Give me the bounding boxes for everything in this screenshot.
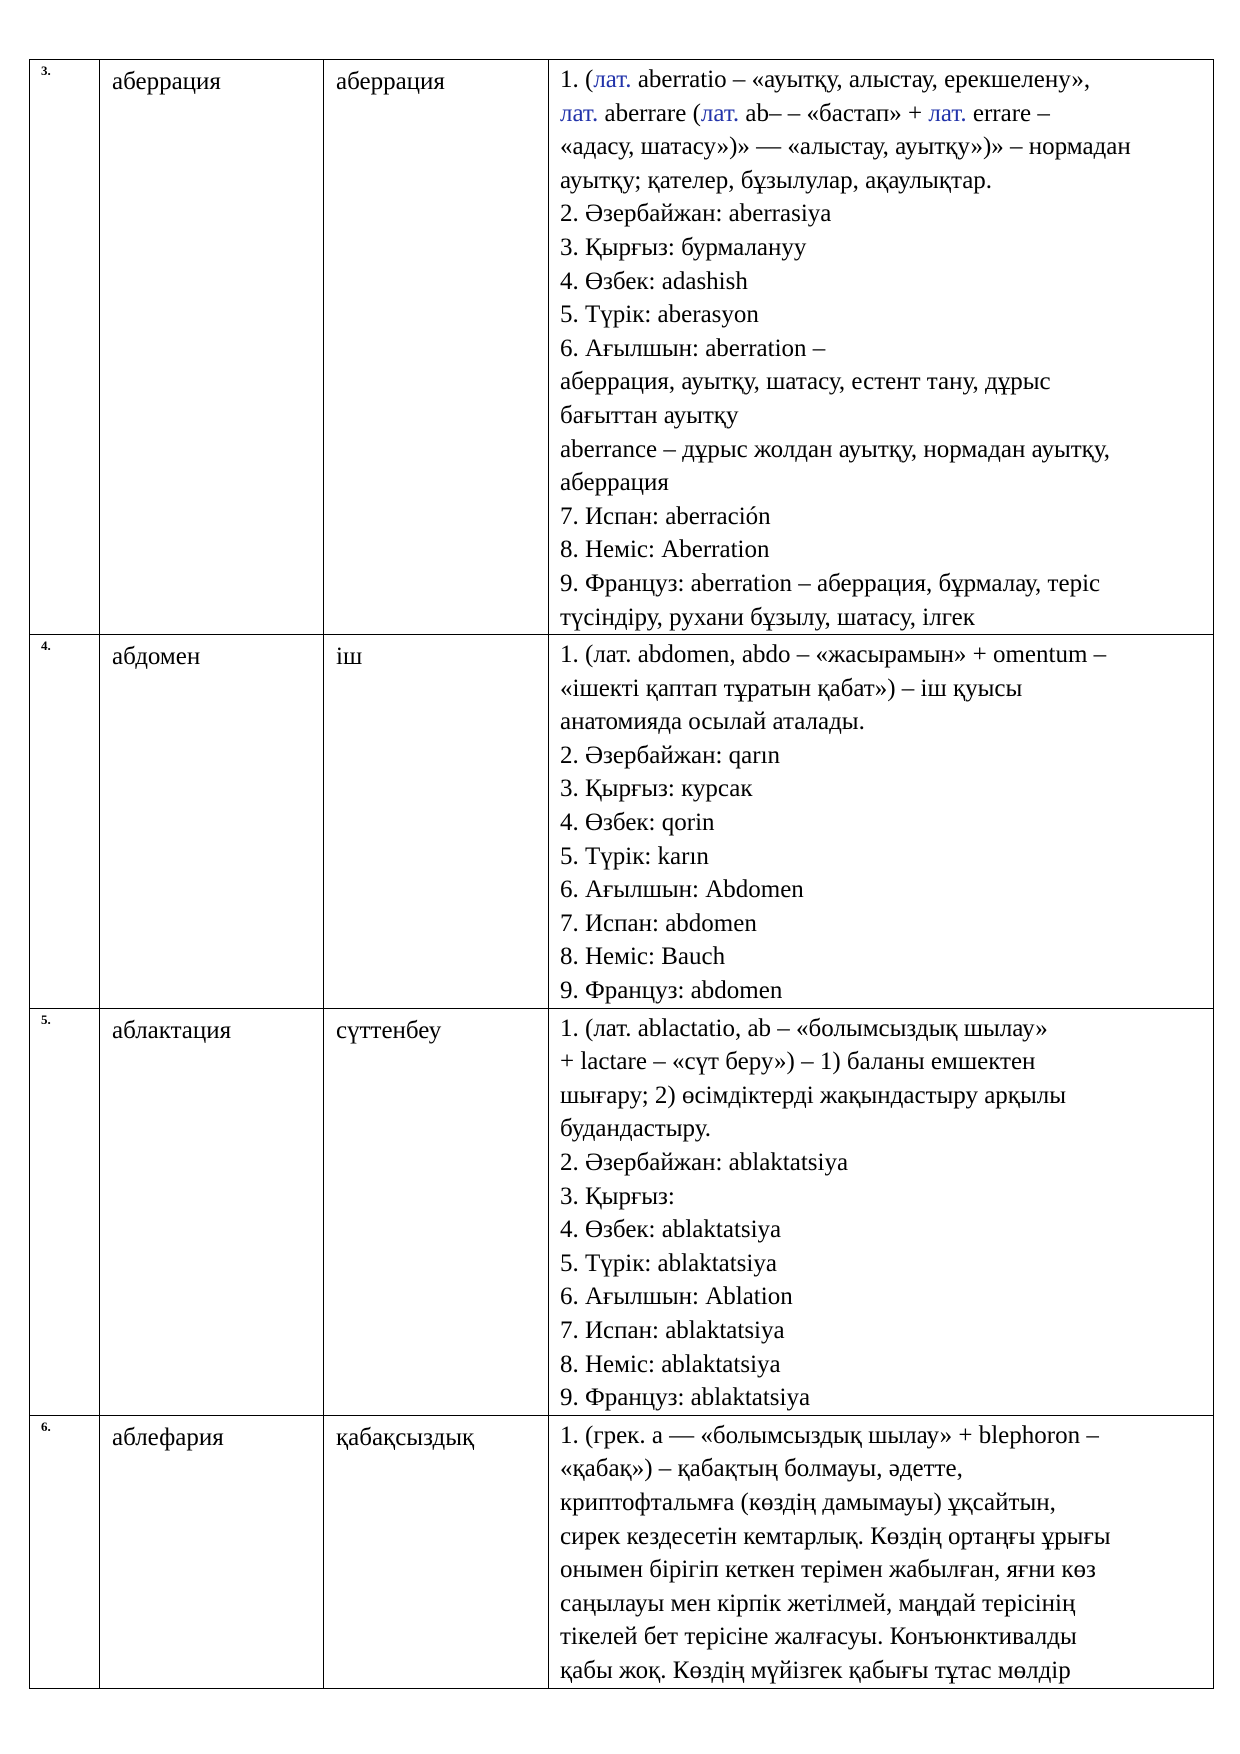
definition-line [560, 672, 1203, 706]
definition-line [560, 567, 1203, 601]
definition-text: ауытқу; қателер, бұзылулар, ақаулықтар. [560, 166, 993, 194]
entry-term: аблактация [100, 1008, 324, 1415]
definition-line [560, 974, 1203, 1008]
definition-line [560, 97, 1203, 131]
definition-line [560, 1654, 1203, 1688]
definition-line [560, 1587, 1203, 1621]
definition-text: 3. Қырғыз: курсак [560, 775, 753, 803]
definition-text: 6. Ағылшын: aberration – [560, 334, 826, 362]
definition-text: 5. Түрік: karın [560, 842, 709, 870]
entry-term: аберрация [100, 60, 324, 635]
definition-text: 6. Ағылшын: Ablation [560, 1283, 793, 1311]
definition-text: аберрация [560, 469, 669, 497]
definition-text: криптофтальмға (көздің дамымауы) ұқсайтын, [560, 1488, 1056, 1516]
definition-text: саңылауы мен кірпік жетілмей, маңдай терісінің [560, 1589, 1076, 1617]
definition-line [560, 332, 1203, 366]
definition-text: «адасу, шатасу»)» — «алыстау, ауытқу»)» – нормадан [560, 133, 1131, 161]
definition-text: errare – [966, 99, 1050, 127]
definition-text: онымен бірігіп кеткен терімен жабылған, яғни көз [560, 1556, 1096, 1584]
entry-number: 4. [30, 635, 100, 1009]
definition-text: aberrance – дұрыс жолдан ауытқу, нормадан ауытқу, [560, 435, 1111, 463]
definition-line [560, 772, 1203, 806]
definition-line [560, 739, 1203, 773]
entry-kazakh-equivalent: сүттенбеу [324, 1008, 549, 1415]
definition-text: aberrare ( [598, 99, 701, 127]
definition-line [560, 130, 1203, 164]
definition-text: анатомияда осылай аталады. [560, 708, 865, 736]
definition-line [560, 1419, 1203, 1453]
entry-kazakh-equivalent: қабақсыздық [324, 1415, 549, 1688]
definition-text: 1. (лат. ablactatio, ab – «болымсыздық шылау» [560, 1014, 1048, 1042]
definition-text: аберрация, ауытқу, шатасу, естент тану, дұрыс [560, 368, 1051, 396]
definition-text: 1. (грек. a — «болымсыздық шылау» + blephoron – [560, 1421, 1099, 1449]
definition-text: 5. Түрік: aberasyon [560, 301, 759, 329]
entry-definition [549, 1415, 1214, 1688]
language-abbrev: лат. [928, 99, 967, 127]
definition-line [560, 164, 1203, 198]
definition-text: + lactare – «сүт беру») – 1) баланы емшектен [560, 1048, 1036, 1076]
definition-line [560, 1045, 1203, 1079]
definition-line [560, 1452, 1203, 1486]
definition-text: 3. Қырғыз: [560, 1182, 675, 1210]
definition-line [560, 940, 1203, 974]
definition-text: бағыттан ауытқу [560, 401, 739, 429]
entry-row [30, 1008, 1214, 1415]
definition-line [560, 533, 1203, 567]
definition-text: aberratio – «ауытқу, алыстау, ерекшелену», [631, 66, 1091, 93]
definition-text: 8. Неміс: ablaktatsiya [560, 1350, 781, 1378]
definition-text: 7. Испан: aberración [560, 502, 771, 530]
definition-text: 2. Әзербайжан: qarın [560, 741, 781, 769]
entry-definition [549, 60, 1214, 635]
definition-text: 9. Француз: aberration – аберрация, бұрмалау, теріс [560, 569, 1101, 597]
definition-line [560, 1520, 1203, 1554]
definition-line [560, 601, 1203, 635]
definition-line [560, 873, 1203, 907]
definition-text: ab– – «бастап» + [739, 99, 929, 127]
definition-text: 1. ( [560, 66, 594, 93]
definition-line [560, 705, 1203, 739]
definition-line [560, 1012, 1203, 1046]
definition-line [560, 63, 1203, 97]
definition-text: тікелей бет терісіне жалғасуы. Конъюнктивалды [560, 1623, 1077, 1651]
definition-line [560, 1620, 1203, 1654]
definition-text: «қабақ») – қабақтың болмауы, әдетте, [560, 1455, 963, 1483]
definition-line [560, 399, 1203, 433]
entry-term: аблефария [100, 1415, 324, 1688]
entry-kazakh-equivalent: аберрация [324, 60, 549, 635]
definition-text: 2. Әзербайжан: aberrasiya [560, 200, 832, 228]
language-abbrev: лат. [700, 99, 740, 127]
entry-kazakh-equivalent: іш [324, 635, 549, 1009]
definition-text: 5. Түрік: ablaktatsiya [560, 1249, 777, 1277]
definition-text: 8. Неміс: Bauch [560, 943, 726, 971]
definition-text: 7. Испан: ablaktatsiya [560, 1316, 785, 1344]
definition-text: 4. Өзбек: adashish [560, 267, 748, 295]
definition-line [560, 1314, 1203, 1348]
definition-line [560, 298, 1203, 332]
definition-line [560, 1112, 1203, 1146]
definition-text: шығару; 2) өсімдіктерді жақындастыру арқылы [560, 1081, 1067, 1109]
entry-number: 5. [30, 1008, 100, 1415]
definition-line [560, 500, 1203, 534]
definition-line [560, 1247, 1203, 1281]
definition-line [560, 1348, 1203, 1382]
entry-term: абдомен [100, 635, 324, 1009]
definition-line [560, 907, 1203, 941]
definition-line [560, 1486, 1203, 1520]
language-abbrev: лат. [593, 66, 632, 93]
definition-text: 4. Өзбек: ablaktatsiya [560, 1216, 782, 1244]
definition-text: 7. Испан: abdomen [560, 909, 757, 937]
definition-text: 6. Ағылшын: Abdomen [560, 876, 804, 904]
definition-line [560, 840, 1203, 874]
definition-text: 9. Француз: abdomen [560, 977, 783, 1005]
definition-text: 9. Француз: ablaktatsiya [560, 1384, 811, 1412]
definition-line [560, 231, 1203, 265]
definition-line [560, 638, 1203, 672]
definition-line [560, 466, 1203, 500]
definition-line [560, 433, 1203, 467]
definition-line [560, 1553, 1203, 1587]
definition-text: 8. Неміс: Aberration [560, 536, 770, 564]
definition-text: сирек кездесетін кемтарлық. Көздің ортаңғы ұрығы [560, 1522, 1111, 1550]
definition-line [560, 365, 1203, 399]
entry-row [30, 60, 1214, 635]
definition-line [560, 1381, 1203, 1415]
definition-text: түсіндіру, рухани бұзылу, шатасу, ілгек [560, 603, 975, 631]
definition-line [560, 1079, 1203, 1113]
dictionary-table-body [30, 60, 1214, 1689]
dictionary-table [29, 59, 1214, 1689]
language-abbrev: лат. [560, 99, 599, 127]
definition-line [560, 1280, 1203, 1314]
definition-text: 2. Әзербайжан: ablaktatsiya [560, 1149, 849, 1176]
definition-text: 4. Өзбек: qorin [560, 809, 715, 837]
entry-number: 3. [30, 60, 100, 635]
definition-text: будандастыру. [560, 1115, 711, 1143]
definition-text: «ішекті қаптап тұратын қабат») – іш қуысы [560, 674, 1023, 702]
definition-line [560, 1180, 1203, 1214]
definition-text: 1. (лат. abdomen, abdo – «жасырамын» + omentum – [560, 641, 1107, 669]
entry-definition [549, 635, 1214, 1009]
definition-line [560, 806, 1203, 840]
definition-line [560, 1146, 1203, 1180]
entry-row [30, 635, 1214, 1009]
definition-line [560, 197, 1203, 231]
definition-text: 3. Қырғыз: бурмалануу [560, 233, 807, 261]
definition-text: қабы жоқ. Көздің мүйізгек қабығы тұтас мөлдір [560, 1656, 1071, 1684]
definition-line [560, 1213, 1203, 1247]
entry-row [30, 1415, 1214, 1688]
entry-definition [549, 1008, 1214, 1415]
definition-line [560, 265, 1203, 299]
entry-number: 6. [30, 1415, 100, 1688]
